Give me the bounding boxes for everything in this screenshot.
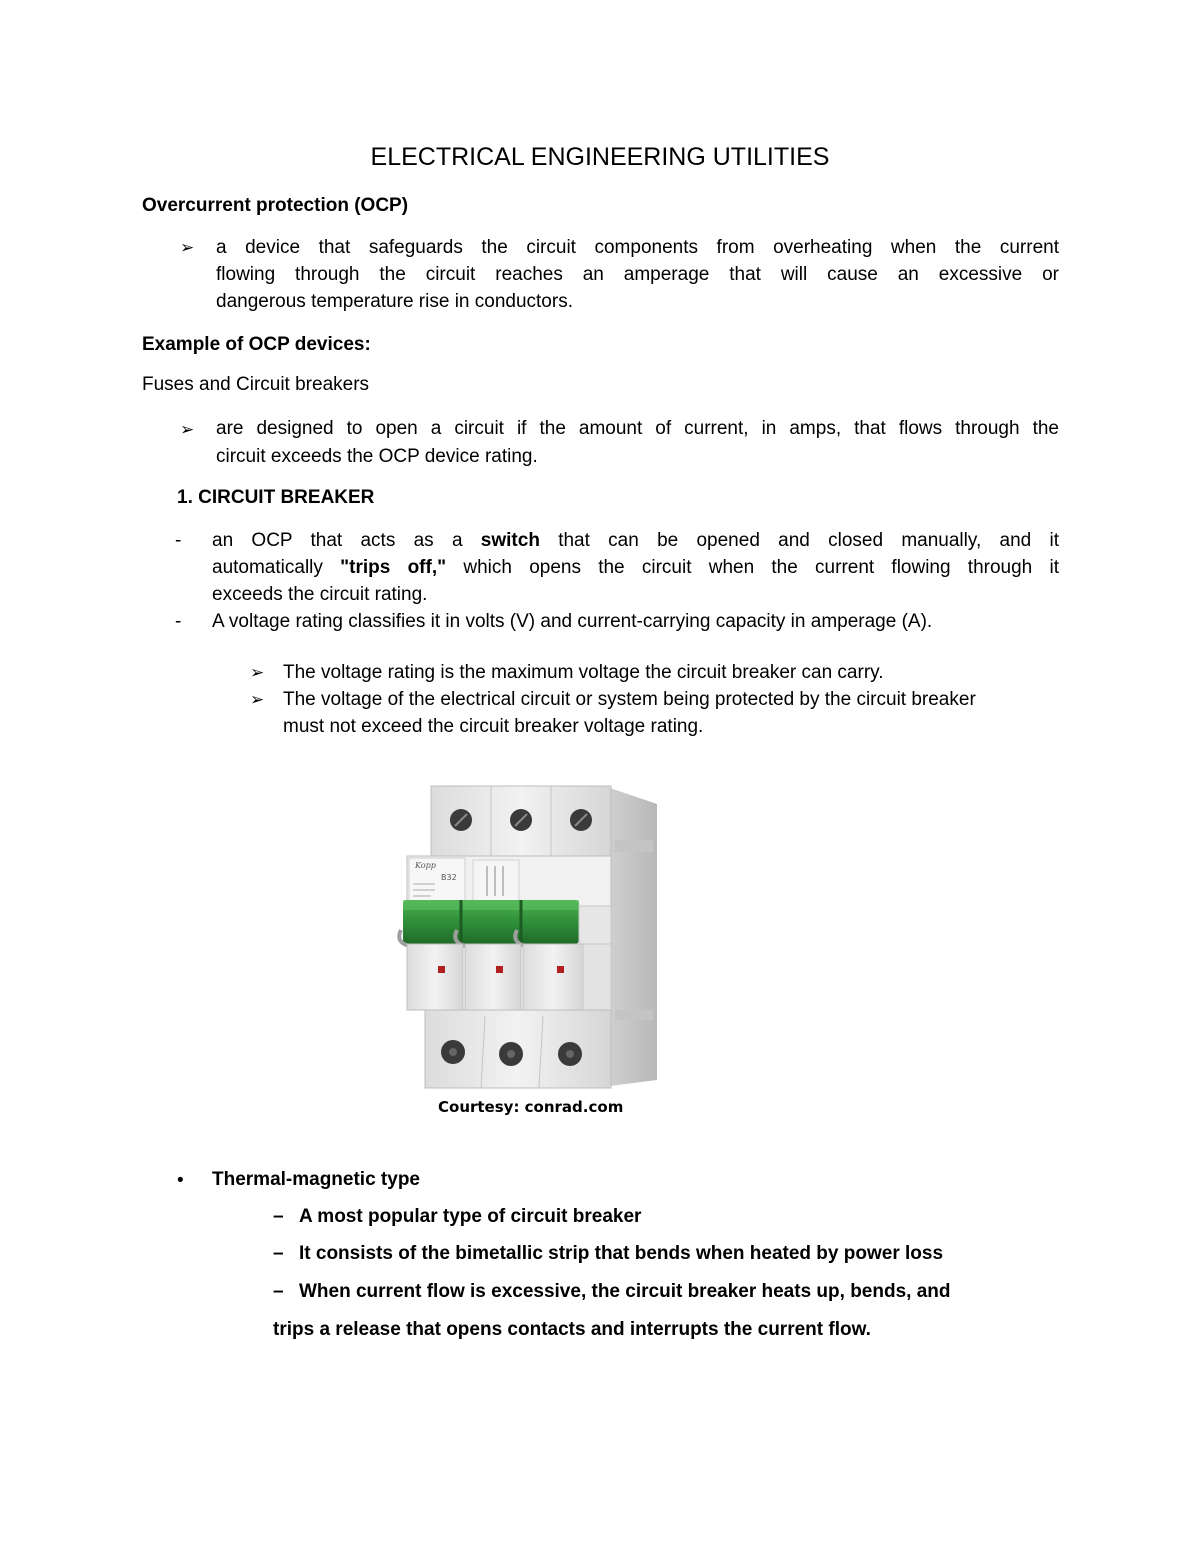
ocp-definition-line-1: a device that safeguards the circuit components from overheating when the current — [216, 237, 1059, 258]
endash-bullet: – — [273, 1206, 284, 1227]
ocp-definition-line-3: dangerous temperature rise in conductors. — [216, 291, 573, 312]
arrow-bullet-icon: ➢ — [250, 690, 265, 710]
thermal-line-2: It consists of the bimetallic strip that bends when heated by power loss — [299, 1243, 944, 1264]
thermal-line-3: When current flow is excessive, the circuit breaker heats up, bends, and — [299, 1281, 951, 1302]
rating-label: B32 — [441, 873, 457, 882]
thermal-heading: Thermal-magnetic type — [212, 1169, 420, 1190]
arrow-bullet-icon: ➢ — [250, 663, 265, 683]
examples-heading: Example of OCP devices: — [142, 334, 371, 355]
dash-bullet: - — [175, 530, 182, 551]
thermal-continuation: trips a release that opens contacts and interrupts the current flow. — [273, 1319, 871, 1340]
round-bullet: • — [177, 1170, 184, 1191]
endash-bullet: – — [273, 1281, 284, 1302]
examples-bullet-line-2: circuit exceeds the OCP device rating. — [216, 446, 538, 467]
examples-subheading: Fuses and Circuit breakers — [142, 374, 370, 395]
examples-bullet-line-1: are designed to open a circuit if the amount of current, in amps, that flows through the — [216, 418, 1059, 439]
brand-label: Kopp — [415, 861, 436, 870]
ocp-definition-line-2: flowing through the circuit reaches an amperage that will cause an excessive or — [216, 264, 1059, 285]
dash-bullet: - — [175, 611, 182, 632]
thermal-line-1: A most popular type of circuit breaker — [299, 1206, 642, 1227]
circuit-breaker-image — [395, 780, 670, 1096]
cb-item1-line-2: automatically "trips off," which opens the circuit when the current flowing through it — [212, 557, 1059, 578]
voltage-bullet-1: The voltage rating is the maximum voltage the circuit breaker can carry. — [283, 662, 884, 683]
arrow-bullet-icon: ➢ — [180, 238, 195, 258]
cb-item2: A voltage rating classifies it in volts (V) and current-carrying capacity in amperage (A). — [212, 611, 933, 632]
endash-bullet: – — [273, 1243, 284, 1264]
cb-item1-line-3: exceeds the circuit rating. — [212, 584, 428, 605]
arrow-bullet-icon: ➢ — [180, 420, 195, 440]
image-caption: Courtesy: conrad.com — [438, 1098, 624, 1116]
voltage-bullet-2-line-1: The voltage of the electrical circuit or system being protected by the circuit breaker — [283, 689, 976, 710]
page-title: ELECTRICAL ENGINEERING UTILITIES — [370, 143, 830, 171]
circuit-breaker-heading: 1. CIRCUIT BREAKER — [177, 487, 375, 508]
ocp-heading: Overcurrent protection (OCP) — [142, 195, 409, 216]
voltage-bullet-2-line-2: must not exceed the circuit breaker voltage rating. — [283, 716, 704, 737]
cb-item1-line-1: an OCP that acts as a switch that can be opened and closed manually, and it — [212, 530, 1059, 551]
